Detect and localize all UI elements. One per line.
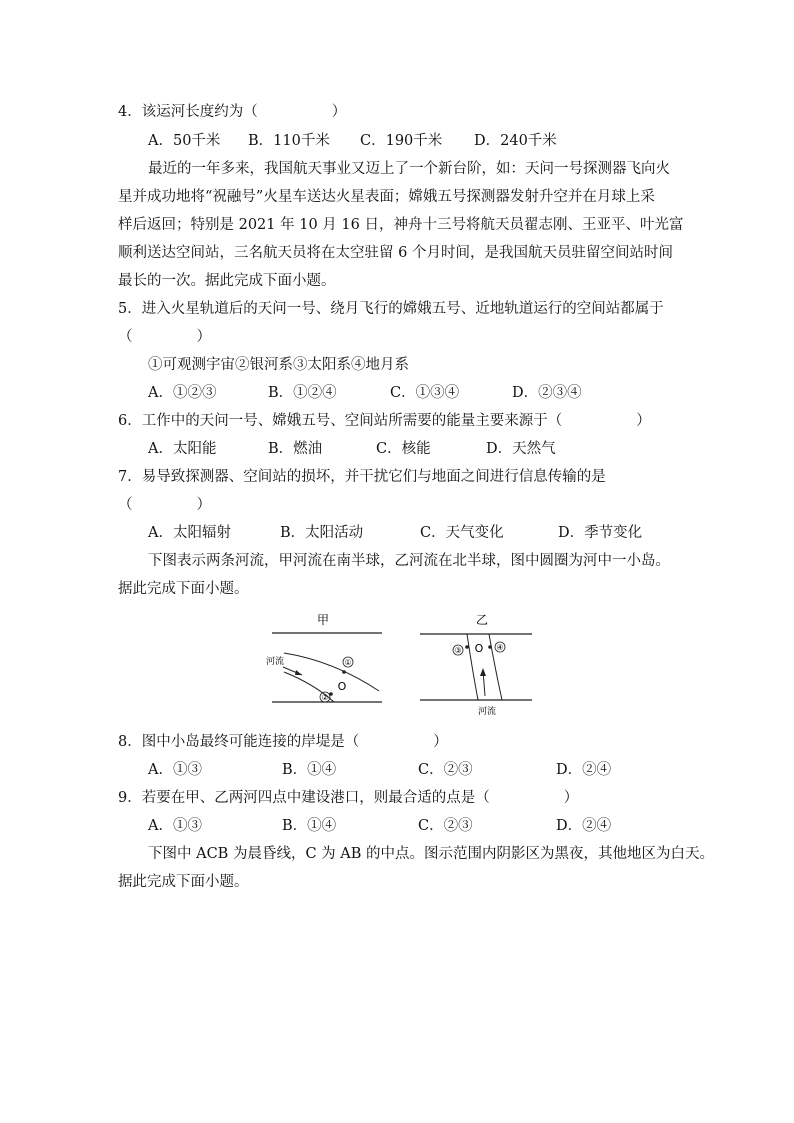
q9-option-b: B．①④: [282, 818, 337, 834]
q7-option-a: A．太阳辐射: [148, 525, 231, 541]
question-4-text: 4．该运河长度约为（: [118, 104, 258, 120]
question-5-open: （: [118, 329, 133, 345]
passage-1-line-2: 星并成功地将“祝融号”火星车送达火星表面；嫦娥五号探测器发射升空并在月球上采: [118, 189, 655, 205]
q8-option-b: B．①④: [282, 762, 337, 778]
arrow-head-yi: [480, 668, 486, 676]
question-9-stem: [118, 788, 578, 808]
passage-3-line-1: 下图中 ACB 为晨昏线，C 为 AB 的中点。图示范围内阴影区为黑夜，其他地区为白天。: [148, 846, 714, 862]
q5-option-b: B．①②④: [268, 385, 337, 401]
point-3-dot: [465, 645, 469, 649]
question-7-paren: [118, 495, 211, 515]
q5-option-d: D．②③④: [512, 385, 582, 401]
q4-option-c: C．190千米: [360, 133, 443, 149]
point-3-label: ③: [454, 646, 462, 655]
question-8-stem: [118, 732, 448, 752]
point-2-label: ②: [321, 693, 329, 702]
question-5-paren: [118, 327, 211, 347]
point-1-dot: [342, 670, 346, 674]
q9-option-d: D．②④: [556, 818, 612, 834]
question-5-statements: ①可观测宇宙②银河系③太阳系④地月系: [148, 357, 409, 373]
question-6-text: 6．工作中的天问一号、嫦娥五号、空间站所需要的能量主要来源于（: [118, 413, 563, 429]
question-8-text: 8．图中小岛最终可能连接的岸堤是（: [118, 734, 360, 750]
q4-option-b: B．110千米: [248, 133, 330, 149]
q7-option-b: B．太阳活动: [280, 525, 364, 541]
question-6-close: ）: [636, 413, 651, 429]
q6-option-b: B．燃油: [268, 441, 323, 457]
river-label-jia: 河流: [266, 657, 285, 667]
q6-option-d: D．天然气: [486, 441, 556, 457]
q9-option-c: C．②③: [418, 818, 473, 834]
q8-option-d: D．②④: [556, 762, 612, 778]
q9-option-a: A．①③: [148, 818, 202, 834]
question-5-stem: 5．进入火星轨道后的天问一号、绕月飞行的嫦娥五号、近地轨道运行的空间站都属于: [118, 301, 664, 317]
passage-1-line-4: 顺利送达空间站，三名航天员将在太空驻留 6 个月时间，是我国航天员驻留空间站时间: [118, 245, 673, 261]
q4-option-d: D．240千米: [474, 133, 557, 149]
q5-option-a: A．①②③: [148, 385, 217, 401]
figure-title-jia: 甲: [316, 613, 330, 627]
passage-1-line-5: 最长的一次。据此完成下面小题。: [118, 273, 336, 289]
figure-title-yi: 乙: [475, 613, 489, 627]
passage-2-line-1: 下图表示两条河流，甲河流在南半球，乙河流在北半球，图中圆圈为河中一小岛。: [148, 553, 670, 569]
question-4-close: ）: [331, 104, 347, 120]
passage-3-line-2: 据此完成下面小题。: [118, 874, 249, 890]
q6-option-c: C．核能: [376, 441, 431, 457]
q8-option-a: A．①③: [148, 762, 202, 778]
question-7-close: ）: [196, 497, 211, 513]
question-6-stem: [118, 411, 651, 431]
q5-option-c: C．①③④: [390, 385, 460, 401]
river-figure: [262, 606, 542, 722]
point-4-label: ④: [496, 643, 504, 652]
island-jia: O: [337, 680, 347, 693]
point-4-dot: [488, 645, 492, 649]
question-8-close: ）: [433, 734, 448, 750]
q7-option-d: D．季节变化: [558, 525, 643, 541]
question-4-stem: [118, 102, 346, 122]
passage-1-line-3: 样后返回；特别是 2021 年 10 月 16 日，神舟十三号将航天员翟志刚、王亚平、叶光富: [118, 217, 684, 233]
passage-2-line-2: 据此完成下面小题。: [118, 581, 249, 597]
q7-option-c: C．天气变化: [420, 525, 504, 541]
question-5-close: ）: [196, 329, 211, 345]
question-7-stem: 7．易导致探测器、空间站的损坏，并干扰它们与地面之间进行信息传输的是: [118, 469, 606, 485]
q4-option-a: A．50千米: [148, 133, 221, 149]
question-9-close: ）: [563, 790, 579, 806]
island-yi: O: [474, 642, 484, 655]
passage-1-line-1: 最近的一年多来，我国航天事业又迈上了一个新台阶，如：天问一号探测器飞向火: [148, 161, 670, 177]
arrow-head-jia: [295, 670, 302, 675]
question-7-open: （: [118, 497, 133, 513]
point-1-label: ①: [344, 658, 352, 667]
q8-option-c: C．②③: [418, 762, 473, 778]
q6-option-a: A．太阳能: [148, 441, 217, 457]
river-label-yi: 河流: [477, 707, 497, 717]
question-9-text: 9．若要在甲、乙两河四点中建设港口，则最合适的点是（: [118, 790, 490, 806]
